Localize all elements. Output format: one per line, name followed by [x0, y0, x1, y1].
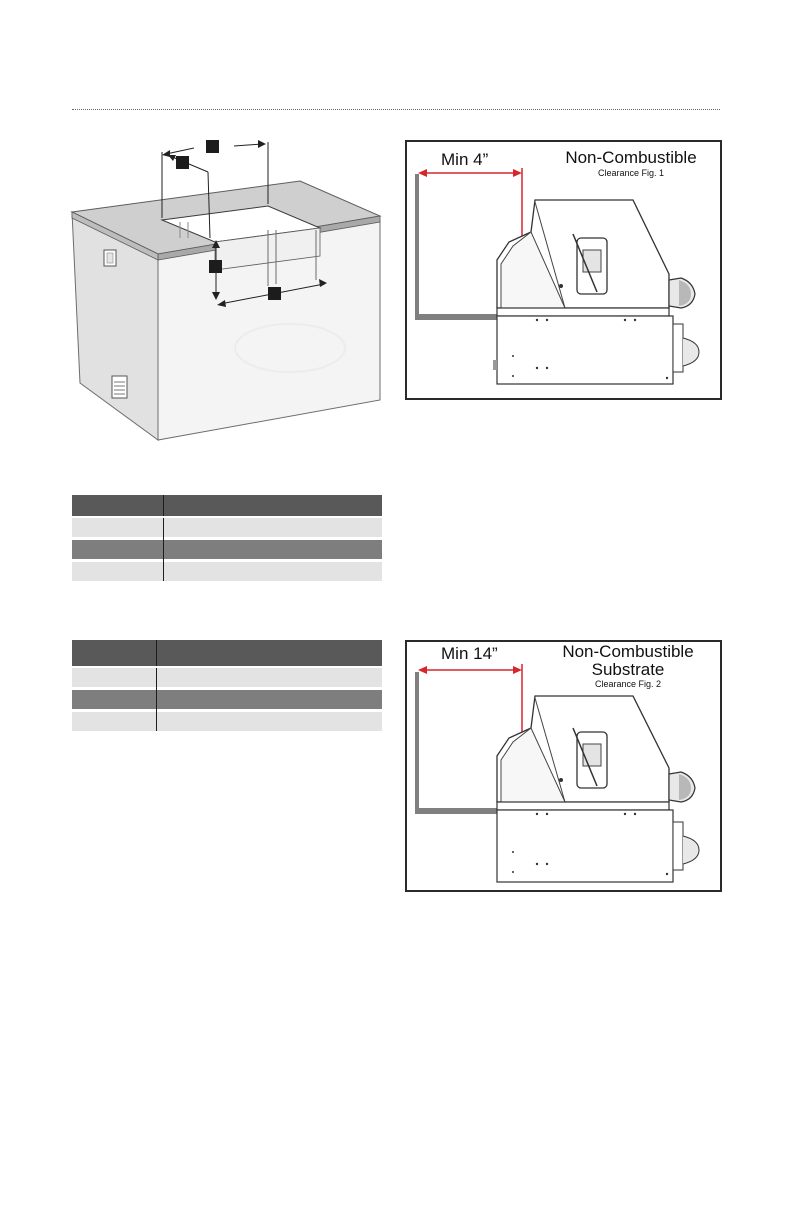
- figure-title: Substrate: [591, 660, 665, 679]
- island-cutout-diagram: [70, 138, 390, 443]
- table-row: [72, 562, 382, 581]
- table-row: [72, 690, 382, 709]
- clearance-label: Min 4”: [441, 150, 489, 169]
- table-header-row: [72, 640, 382, 666]
- table-row: [72, 518, 382, 537]
- dimension-marker-icon: [206, 140, 219, 153]
- table-row: [72, 712, 382, 731]
- dimensions-table-2: [72, 640, 382, 731]
- clearance-figure-1: [405, 140, 722, 400]
- table-row: [72, 668, 382, 687]
- figure-title: Non-Combustible: [565, 148, 697, 167]
- table-row: [72, 540, 382, 559]
- dimension-marker-icon: [268, 287, 281, 300]
- figure-caption: Clearance Fig. 1: [597, 168, 665, 178]
- dimension-marker-icon: [209, 260, 222, 273]
- clearance-figure-2: [405, 640, 722, 892]
- figure-caption: Clearance Fig. 2: [594, 679, 662, 689]
- section-divider: [72, 109, 720, 110]
- clearance-label: Min 14”: [441, 644, 498, 663]
- dimensions-table-1: [72, 495, 382, 581]
- dimension-marker-icon: [176, 156, 189, 169]
- table-header-row: [72, 495, 382, 516]
- figure-title: Non-Combustible: [562, 642, 694, 661]
